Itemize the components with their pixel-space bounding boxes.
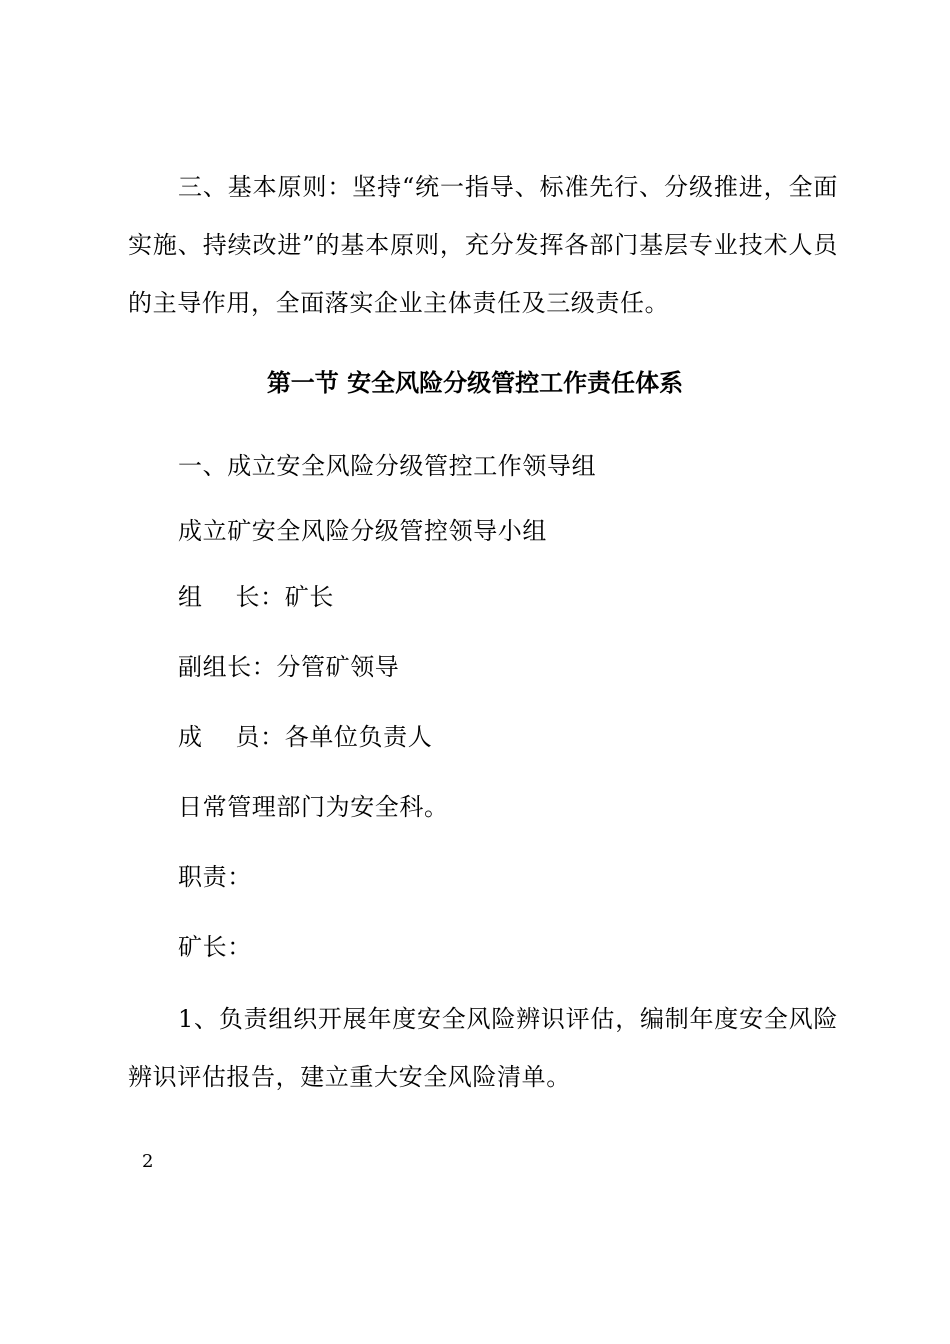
section-title: 第一节 安全风险分级管控工作责任体系 [266,369,684,397]
daily-management-line: 日常管理部门为安全科。 [178,793,449,821]
members-line: 成 员：各单位负责人 [178,723,433,751]
mine-director-label: 矿长： [178,933,252,961]
leader-line: 组 长：矿长 [178,583,334,611]
duty-1-paragraph: 1、负责组织开展年度安全风险辨识评估，编制年度安全风险辨识评估报告，建立重大安全风险清单。 [128,1005,838,1091]
deputy-leader-line: 副组长：分管矿领导 [178,653,400,681]
subsection-title: 一、成立安全风险分级管控工作领导组 [178,452,597,480]
group-intro: 成立矿安全风险分级管控领导小组 [178,517,547,545]
page-number: 2 [142,1151,154,1172]
principles-paragraph: 三、基本原则：坚持“统一指导、标准先行、分级推进，全面实施、持续改进”的基本原则，充分发挥各部门基层专业技术人员的主导作用，全面落实企业主体责任及三级责任。 [128,173,838,317]
duties-label: 职责： [178,863,252,891]
